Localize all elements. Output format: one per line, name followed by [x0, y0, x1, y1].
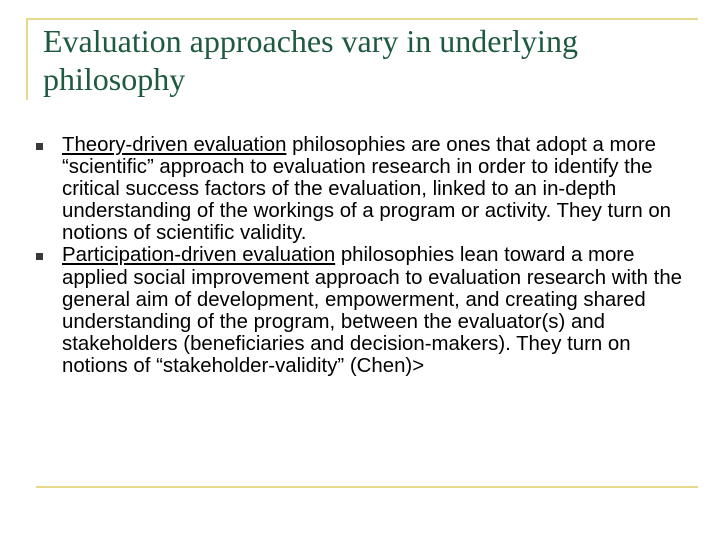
- frame-left-rule: [26, 18, 28, 100]
- frame-top-rule: [26, 18, 698, 20]
- square-bullet-icon: [36, 253, 43, 260]
- bullet-text: philosophies lean toward a more applied social improvement approach to evaluation research with the general aim of development, empowerment, and creating shared understanding of the program, between the evaluator(s) and stakeholders (beneficiaries and decision-makers). They turn on notions of “stakeholder-validity” (Chen)>: [62, 244, 683, 377]
- bullet-item-participation-driven: [36, 244, 696, 377]
- frame-bottom-rule: [36, 486, 698, 488]
- slide-title: Evaluation approaches vary in underlying philosophy: [43, 23, 578, 97]
- bullet-item-theory-driven: [36, 134, 696, 244]
- bullet-term: Theory-driven evaluation: [62, 134, 287, 156]
- square-bullet-icon: [36, 143, 43, 150]
- bullet-list: [36, 134, 696, 377]
- bullet-term: Participation-driven evaluation: [62, 244, 336, 267]
- bullet-text: philosophies are ones that adopt a more “scientific” approach to evaluation research in order to identify the critical success factors of the evaluation, linked to an in-depth understanding of the workings of a program or activity. They turn on notions of scientific validity.: [62, 134, 672, 245]
